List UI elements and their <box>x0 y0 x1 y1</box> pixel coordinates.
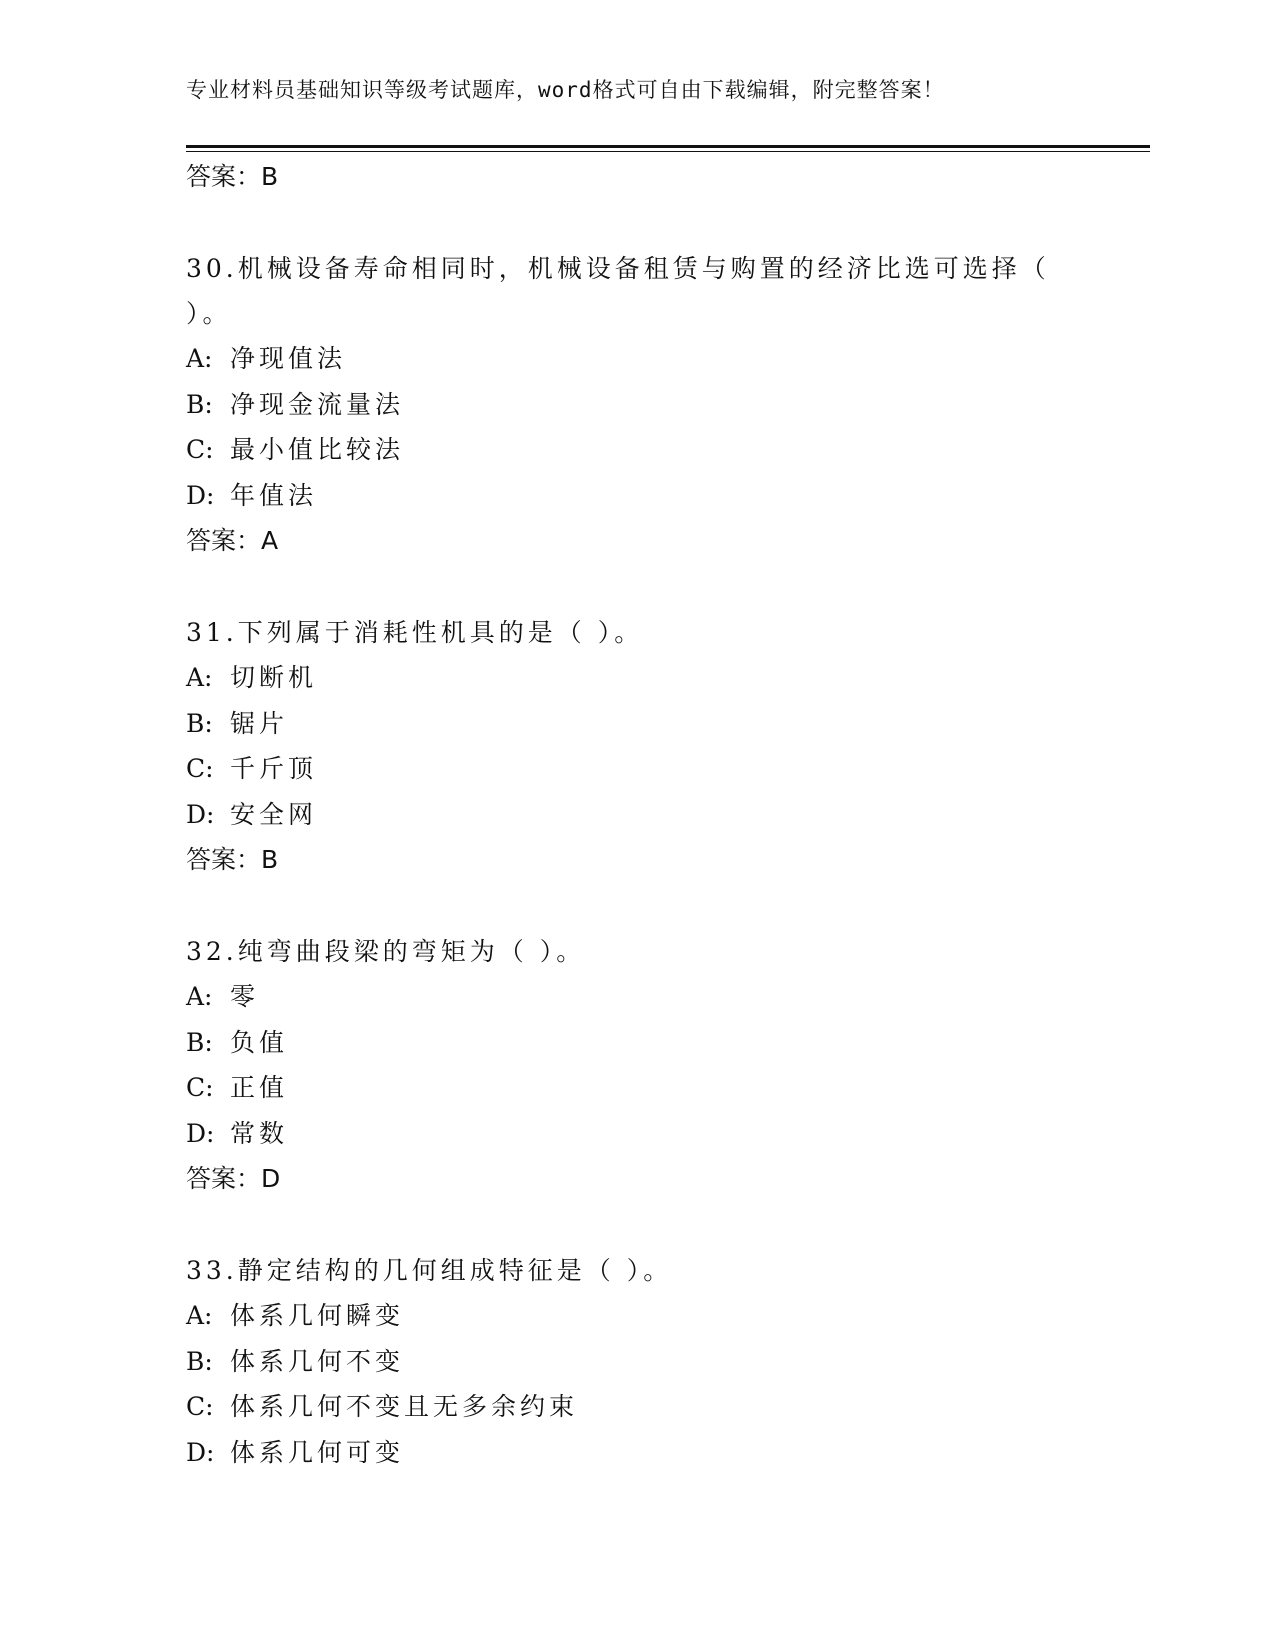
option-key: B: <box>186 389 213 419</box>
option-text: 体系几何不变 <box>230 1346 405 1376</box>
option-key: D: <box>186 1437 215 1467</box>
option-text: 安全网 <box>230 799 318 829</box>
question-stem: 30.机械设备寿命相同时，机械设备租赁与购置的经济比选可选择（ ）。 <box>186 254 1050 328</box>
option-key: D: <box>186 1118 215 1148</box>
option-c <box>186 1065 1086 1111</box>
option-key: B: <box>186 708 213 738</box>
option-text: 常数 <box>230 1118 289 1148</box>
option-b <box>186 1339 1086 1385</box>
option-key: C: <box>186 754 214 783</box>
option-text: 千斤顶 <box>230 754 318 783</box>
option-a <box>186 336 1086 382</box>
option-text: 净现值法 <box>230 344 347 373</box>
option-key: C: <box>186 435 214 464</box>
option-key: A: <box>186 982 213 1011</box>
option-text: 最小值比较法 <box>230 435 405 464</box>
option-key: D: <box>186 799 215 829</box>
option-c <box>186 746 1086 792</box>
option-text: 负值 <box>230 1027 289 1057</box>
spacer <box>186 882 1086 929</box>
option-d <box>186 792 1086 838</box>
option-b <box>186 701 1086 747</box>
question-block <box>186 246 1086 610</box>
option-key: B: <box>186 1027 213 1057</box>
option-key: C: <box>186 1392 214 1421</box>
answer-line: 答案：A <box>186 526 279 555</box>
option-d <box>186 473 1086 519</box>
answer-line: 答案：B <box>186 845 279 874</box>
option-text: 净现金流量法 <box>230 389 405 419</box>
question-block <box>186 929 1086 1248</box>
option-b <box>186 382 1086 428</box>
option-d <box>186 1111 1086 1157</box>
option-d <box>186 1430 1086 1476</box>
answer-line: 答案：D <box>186 1164 281 1193</box>
header-rule-thin <box>186 151 1150 152</box>
option-text: 体系几何瞬变 <box>230 1301 405 1330</box>
option-c <box>186 427 1086 473</box>
option-a <box>186 1293 1086 1339</box>
option-a <box>186 655 1086 701</box>
option-key: A: <box>186 344 213 373</box>
option-text: 正值 <box>230 1073 289 1102</box>
spacer <box>186 199 1086 246</box>
option-text: 锯片 <box>230 708 289 738</box>
answer-line: 答案：B <box>186 162 279 191</box>
option-text: 切断机 <box>230 663 318 692</box>
question-block <box>186 1248 1086 1475</box>
spacer <box>186 1201 1086 1248</box>
option-key: B: <box>186 1346 213 1376</box>
page-header: 专业材料员基础知识等级考试题库，word格式可自由下载编辑，附完整答案！ <box>186 78 945 102</box>
option-b <box>186 1020 1086 1066</box>
option-c <box>186 1384 1086 1430</box>
option-text: 体系几何不变且无多余约束 <box>230 1392 579 1421</box>
spacer <box>186 563 1086 610</box>
option-key: D: <box>186 480 215 510</box>
option-text: 体系几何可变 <box>230 1437 405 1467</box>
header-rule-thick <box>186 145 1150 148</box>
question-stem: 31.下列属于消耗性机具的是（ ）。 <box>186 618 644 647</box>
option-a <box>186 974 1086 1020</box>
question-block <box>186 610 1086 929</box>
option-key: C: <box>186 1073 214 1102</box>
option-text: 零 <box>230 982 260 1011</box>
option-key: A: <box>186 663 213 692</box>
option-text: 年值法 <box>230 480 318 510</box>
question-stem: 33.静定结构的几何组成特征是（ ）。 <box>186 1256 673 1285</box>
option-key: A: <box>186 1301 213 1330</box>
question-stem: 32.纯弯曲段梁的弯矩为（ ）。 <box>186 937 586 966</box>
question-list <box>186 154 1086 1475</box>
